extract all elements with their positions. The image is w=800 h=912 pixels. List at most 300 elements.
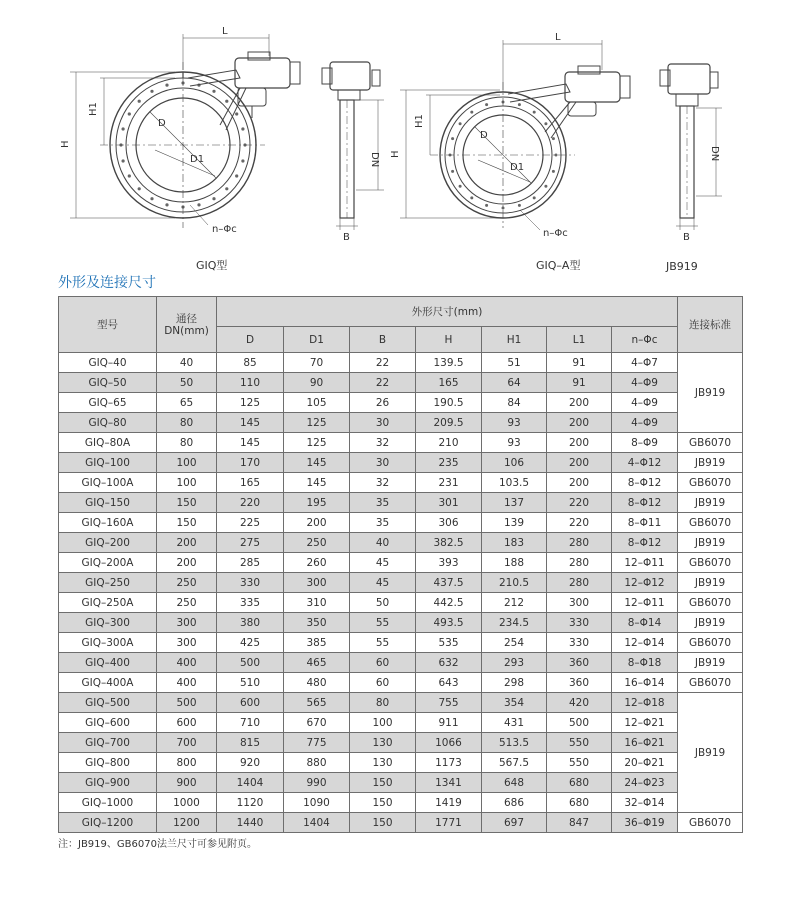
table-cell: 300	[547, 593, 612, 613]
table-cell: 285	[217, 553, 284, 573]
table-row	[59, 633, 743, 653]
label-D: D	[158, 118, 166, 129]
table-cell: 697	[482, 813, 547, 833]
table-row	[59, 653, 743, 673]
table-cell: 385	[284, 633, 350, 653]
cell-model: GIQ–1200	[59, 813, 157, 833]
table-row	[59, 593, 743, 613]
table-cell: 900	[157, 773, 217, 793]
table-row	[59, 753, 743, 773]
header-col: n–Φc	[612, 327, 678, 353]
table-cell: 1120	[217, 793, 284, 813]
table-cell: 400	[157, 673, 217, 693]
header-dn-line2: DN(mm)	[164, 324, 209, 337]
cell-model: GIQ–300A	[59, 633, 157, 653]
cell-model: GIQ–200A	[59, 553, 157, 573]
table-cell: 550	[547, 733, 612, 753]
bolt-hole	[150, 197, 153, 200]
table-cell: 4–Φ7	[612, 353, 678, 373]
table-cell: 300	[284, 573, 350, 593]
table-cell: 80	[157, 433, 217, 453]
cell-standard: GB6070	[678, 553, 743, 573]
bolt-hole	[122, 159, 125, 162]
table-cell: 8–Φ14	[612, 613, 678, 633]
cell-model: GIQ–100A	[59, 473, 157, 493]
table-cell: 200	[547, 413, 612, 433]
table-cell: 680	[547, 793, 612, 813]
table-cell: 280	[547, 533, 612, 553]
cell-model: GIQ–80A	[59, 433, 157, 453]
cell-standard: GB6070	[678, 673, 743, 693]
table-cell: 64	[482, 373, 547, 393]
giq-side-view	[322, 62, 384, 230]
table-cell: 234.5	[482, 613, 547, 633]
bolt-hole	[518, 103, 521, 106]
table-cell: 310	[284, 593, 350, 613]
section-title: 外形及连接尺寸	[58, 275, 156, 291]
bolt-hole	[485, 204, 488, 207]
table-cell: 200	[547, 453, 612, 473]
table-cell: 670	[284, 713, 350, 733]
table-cell: 8–Φ12	[612, 473, 678, 493]
table-row	[59, 533, 743, 553]
table-cell: 400	[157, 653, 217, 673]
table-cell: 775	[284, 733, 350, 753]
table-cell: 200	[284, 513, 350, 533]
cell-model: GIQ–700	[59, 733, 157, 753]
header-col: B	[350, 327, 416, 353]
bolt-hole	[138, 187, 141, 190]
table-cell: 190.5	[416, 393, 482, 413]
cell-standard: JB919	[678, 573, 743, 593]
label-H: H	[60, 140, 71, 148]
table-cell: 632	[416, 653, 482, 673]
table-row	[59, 693, 743, 713]
table-cell: 125	[284, 413, 350, 433]
table-cell: 480	[284, 673, 350, 693]
table-cell: 32	[350, 473, 416, 493]
label-H1: H1	[88, 102, 99, 116]
table-row	[59, 813, 743, 833]
footnote: 注：JB919、GB6070法兰尺寸可参见附页。	[58, 839, 257, 850]
bolt-hole	[533, 196, 536, 199]
label-DN-b: DN	[709, 146, 720, 162]
table-cell: 24–Φ23	[612, 773, 678, 793]
table-cell: 105	[284, 393, 350, 413]
technical-drawings	[0, 0, 800, 280]
table-cell: 8–Φ12	[612, 533, 678, 553]
bolt-hole	[212, 197, 215, 200]
bolt-hole	[128, 174, 131, 177]
table-cell: 1341	[416, 773, 482, 793]
label-n-phi-c: n–Φc	[212, 224, 237, 235]
cell-standard: JB919	[678, 693, 743, 813]
table-cell: 145	[284, 473, 350, 493]
table-cell: 130	[350, 753, 416, 773]
label-H-a: H	[390, 150, 401, 158]
header-col: H	[416, 327, 482, 353]
cell-standard: JB919	[678, 653, 743, 673]
table-cell: 437.5	[416, 573, 482, 593]
table-row	[59, 673, 743, 693]
table-cell: 280	[547, 553, 612, 573]
bolt-hole	[150, 90, 153, 93]
table-cell: 231	[416, 473, 482, 493]
table-row	[59, 773, 743, 793]
table-cell: 125	[284, 433, 350, 453]
table-row	[59, 613, 743, 633]
giq-front-view	[70, 34, 300, 228]
cell-model: GIQ–200	[59, 533, 157, 553]
label-L-a: L	[555, 32, 561, 43]
table-cell: 139	[482, 513, 547, 533]
label-D1: D1	[190, 154, 205, 165]
table-cell: 880	[284, 753, 350, 773]
bolt-hole	[235, 112, 238, 115]
cell-model: GIQ–40	[59, 353, 157, 373]
cell-standard: JB919	[678, 493, 743, 513]
table-cell: 648	[482, 773, 547, 793]
table-cell: 1173	[416, 753, 482, 773]
header-col: D1	[284, 327, 350, 353]
table-cell: 90	[284, 373, 350, 393]
table-cell: 4–Φ12	[612, 453, 678, 473]
bolt-hole	[451, 170, 454, 173]
table-cell: 22	[350, 373, 416, 393]
table-cell: 12–Φ11	[612, 593, 678, 613]
bolt-hole	[241, 127, 244, 130]
table-cell: 800	[157, 753, 217, 773]
table-cell: 300	[157, 633, 217, 653]
table-cell: 4–Φ9	[612, 373, 678, 393]
table-cell: 1066	[416, 733, 482, 753]
table-cell: 298	[482, 673, 547, 693]
table-cell: 8–Φ11	[612, 513, 678, 533]
table-row	[59, 513, 743, 533]
label-D-a: D	[480, 130, 488, 141]
cell-model: GIQ–250A	[59, 593, 157, 613]
table-cell: 306	[416, 513, 482, 533]
table-cell: 150	[350, 773, 416, 793]
caption-giq-a: GIQ–A型	[536, 259, 581, 272]
table-cell: 16–Φ14	[612, 673, 678, 693]
cell-standard: JB919	[678, 353, 743, 433]
table-cell: 680	[547, 773, 612, 793]
cell-model: GIQ–400	[59, 653, 157, 673]
caption-jb919: JB919	[666, 260, 698, 273]
table-cell: 493.5	[416, 613, 482, 633]
table-cell: 920	[217, 753, 284, 773]
table-cell: 93	[482, 433, 547, 453]
cell-model: GIQ–800	[59, 753, 157, 773]
label-n-phi-c-a: n–Φc	[543, 228, 568, 239]
table-cell: 30	[350, 413, 416, 433]
bolt-hole	[485, 103, 488, 106]
table-cell: 330	[547, 613, 612, 633]
cell-standard: JB919	[678, 533, 743, 553]
table-cell: 330	[217, 573, 284, 593]
table-cell: 188	[482, 553, 547, 573]
table-cell: 32	[350, 433, 416, 453]
table-row	[59, 713, 743, 733]
table-cell: 220	[217, 493, 284, 513]
table-cell: 1200	[157, 813, 217, 833]
header-dims-group: 外形尺寸(mm)	[217, 297, 678, 327]
cell-standard: GB6070	[678, 473, 743, 493]
bolt-hole	[459, 185, 462, 188]
table-cell: 393	[416, 553, 482, 573]
table-cell: 80	[350, 693, 416, 713]
table-cell: 165	[416, 373, 482, 393]
bolt-hole	[235, 174, 238, 177]
table-cell: 70	[284, 353, 350, 373]
table-cell: 100	[350, 713, 416, 733]
table-cell: 513.5	[482, 733, 547, 753]
cell-model: GIQ–80	[59, 413, 157, 433]
table-cell: 4–Φ9	[612, 393, 678, 413]
table-cell: 301	[416, 493, 482, 513]
table-cell: 330	[547, 633, 612, 653]
table-cell: 686	[482, 793, 547, 813]
bolt-hole	[459, 122, 462, 125]
header-col: D	[217, 327, 284, 353]
table-cell: 22	[350, 353, 416, 373]
table-cell: 465	[284, 653, 350, 673]
table-cell: 200	[547, 473, 612, 493]
table-cell: 535	[416, 633, 482, 653]
table-cell: 84	[482, 393, 547, 413]
table-cell: 500	[157, 693, 217, 713]
table-cell: 183	[482, 533, 547, 553]
table-cell: 40	[157, 353, 217, 373]
bolt-hole	[165, 203, 168, 206]
table-cell: 103.5	[482, 473, 547, 493]
table-cell: 200	[157, 553, 217, 573]
table-cell: 12–Φ14	[612, 633, 678, 653]
table-cell: 600	[157, 713, 217, 733]
table-row	[59, 453, 743, 473]
table-cell: 91	[547, 373, 612, 393]
table-cell: 550	[547, 753, 612, 773]
bolt-hole	[165, 84, 168, 87]
table-cell: 847	[547, 813, 612, 833]
bolt-hole	[225, 100, 228, 103]
table-cell: 360	[547, 673, 612, 693]
cell-model: GIQ–250	[59, 573, 157, 593]
table-cell: 911	[416, 713, 482, 733]
table-cell: 150	[157, 513, 217, 533]
table-cell: 1771	[416, 813, 482, 833]
table-row	[59, 413, 743, 433]
table-cell: 12–Φ18	[612, 693, 678, 713]
bolt-hole	[533, 111, 536, 114]
bolt-hole	[518, 204, 521, 207]
table-cell: 1404	[217, 773, 284, 793]
cell-model: GIQ–100	[59, 453, 157, 473]
table-cell: 100	[157, 453, 217, 473]
table-cell: 565	[284, 693, 350, 713]
table-cell: 145	[217, 413, 284, 433]
table-cell: 1419	[416, 793, 482, 813]
table-cell: 442.5	[416, 593, 482, 613]
table-cell: 500	[547, 713, 612, 733]
table-cell: 26	[350, 393, 416, 413]
table-row	[59, 733, 743, 753]
table-cell: 710	[217, 713, 284, 733]
table-cell: 250	[157, 593, 217, 613]
bolt-hole	[544, 185, 547, 188]
table-cell: 145	[284, 453, 350, 473]
table-cell: 32–Φ14	[612, 793, 678, 813]
table-cell: 500	[217, 653, 284, 673]
table-cell: 12–Φ21	[612, 713, 678, 733]
table-cell: 139.5	[416, 353, 482, 373]
table-row	[59, 473, 743, 493]
table-row	[59, 433, 743, 453]
table-cell: 55	[350, 613, 416, 633]
table-cell: 85	[217, 353, 284, 373]
cell-model: GIQ–50	[59, 373, 157, 393]
table-cell: 51	[482, 353, 547, 373]
cell-model: GIQ–65	[59, 393, 157, 413]
table-cell: 1404	[284, 813, 350, 833]
table-cell: 250	[157, 573, 217, 593]
bolt-hole	[470, 196, 473, 199]
bolt-hole	[552, 137, 555, 140]
table-cell: 382.5	[416, 533, 482, 553]
table-cell: 990	[284, 773, 350, 793]
table-row	[59, 373, 743, 393]
cell-model: GIQ–900	[59, 773, 157, 793]
table-cell: 91	[547, 353, 612, 373]
header-col: L1	[547, 327, 612, 353]
cell-standard: GB6070	[678, 433, 743, 453]
label-H1-a: H1	[414, 114, 425, 128]
table-cell: 220	[547, 513, 612, 533]
cell-model: GIQ–1000	[59, 793, 157, 813]
table-row	[59, 493, 743, 513]
bolt-hole	[138, 100, 141, 103]
table-cell: 170	[217, 453, 284, 473]
table-cell: 100	[157, 473, 217, 493]
label-B-b: B	[683, 232, 690, 243]
table-cell: 420	[547, 693, 612, 713]
cell-standard: JB919	[678, 613, 743, 633]
table-cell: 567.5	[482, 753, 547, 773]
table-cell: 45	[350, 573, 416, 593]
table-cell: 815	[217, 733, 284, 753]
table-cell: 510	[217, 673, 284, 693]
table-cell: 254	[482, 633, 547, 653]
table-cell: 80	[157, 413, 217, 433]
table-cell: 150	[157, 493, 217, 513]
table-cell: 30	[350, 453, 416, 473]
table-row	[59, 573, 743, 593]
table-cell: 210.5	[482, 573, 547, 593]
cell-standard: GB6070	[678, 633, 743, 653]
table-cell: 335	[217, 593, 284, 613]
cell-standard: JB919	[678, 453, 743, 473]
table-cell: 50	[157, 373, 217, 393]
label-L: L	[222, 26, 228, 37]
table-cell: 40	[350, 533, 416, 553]
cell-model: GIQ–160A	[59, 513, 157, 533]
table-cell: 35	[350, 513, 416, 533]
bolt-hole	[212, 90, 215, 93]
spec-table	[58, 296, 743, 833]
table-cell: 60	[350, 673, 416, 693]
table-cell: 65	[157, 393, 217, 413]
table-cell: 20–Φ21	[612, 753, 678, 773]
table-row	[59, 353, 743, 373]
table-cell: 8–Φ12	[612, 493, 678, 513]
table-cell: 200	[547, 433, 612, 453]
table-row	[59, 793, 743, 813]
table-cell: 8–Φ18	[612, 653, 678, 673]
cell-model: GIQ–300	[59, 613, 157, 633]
bolt-hole	[197, 203, 200, 206]
table-cell: 12–Φ11	[612, 553, 678, 573]
table-cell: 150	[350, 813, 416, 833]
cell-standard: GB6070	[678, 813, 743, 833]
table-cell: 1000	[157, 793, 217, 813]
header-model: 型号	[59, 297, 157, 353]
bolt-hole	[241, 159, 244, 162]
table-cell: 145	[217, 433, 284, 453]
table-cell: 16–Φ21	[612, 733, 678, 753]
giqa-front-view	[400, 40, 630, 230]
table-cell: 35	[350, 493, 416, 513]
table-cell: 280	[547, 573, 612, 593]
cell-model: GIQ–150	[59, 493, 157, 513]
table-cell: 293	[482, 653, 547, 673]
cell-standard: GB6070	[678, 593, 743, 613]
bolt-hole	[122, 127, 125, 130]
bolt-hole	[225, 187, 228, 190]
table-cell: 220	[547, 493, 612, 513]
table-cell: 210	[416, 433, 482, 453]
table-cell: 1090	[284, 793, 350, 813]
table-cell: 195	[284, 493, 350, 513]
table-cell: 700	[157, 733, 217, 753]
table-cell: 1440	[217, 813, 284, 833]
table-cell: 275	[217, 533, 284, 553]
table-cell: 250	[284, 533, 350, 553]
table-cell: 212	[482, 593, 547, 613]
table-cell: 600	[217, 693, 284, 713]
bolt-hole	[128, 112, 131, 115]
table-cell: 380	[217, 613, 284, 633]
label-D1-a: D1	[510, 162, 525, 173]
table-cell: 425	[217, 633, 284, 653]
table-cell: 93	[482, 413, 547, 433]
table-cell: 354	[482, 693, 547, 713]
table-cell: 130	[350, 733, 416, 753]
table-cell: 300	[157, 613, 217, 633]
table-cell: 110	[217, 373, 284, 393]
table-cell: 55	[350, 633, 416, 653]
cell-model: GIQ–600	[59, 713, 157, 733]
table-cell: 36–Φ19	[612, 813, 678, 833]
table-cell: 755	[416, 693, 482, 713]
cell-model: GIQ–500	[59, 693, 157, 713]
cell-model: GIQ–400A	[59, 673, 157, 693]
bolt-hole	[552, 170, 555, 173]
caption-giq: GIQ型	[196, 259, 228, 272]
cell-standard: GB6070	[678, 513, 743, 533]
table-cell: 200	[157, 533, 217, 553]
table-cell: 12–Φ12	[612, 573, 678, 593]
